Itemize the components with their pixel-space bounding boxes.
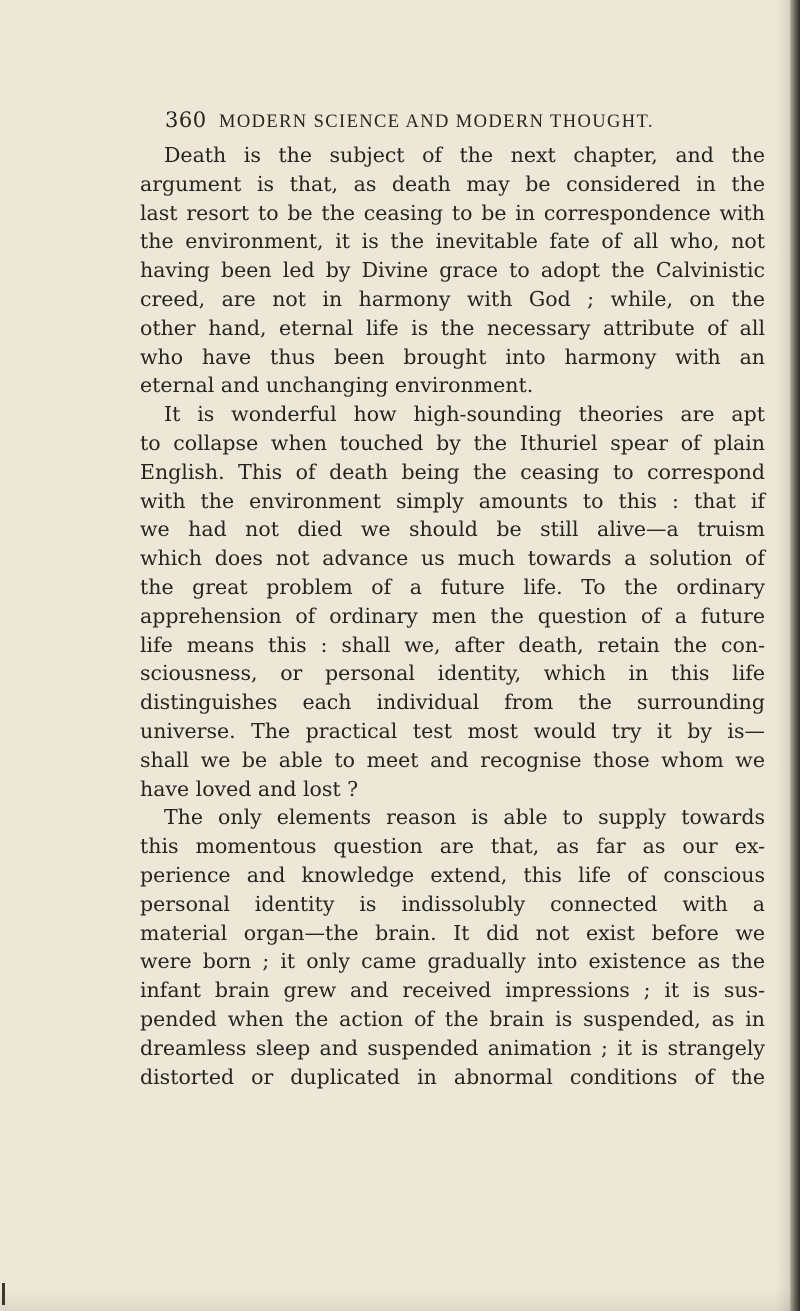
text-line: have loved and lost ? [140,776,359,801]
text-line: It is wonderful how high-sounding theories are apt [164,402,765,427]
text-line: sciousness, or personal identity, which in this life [140,661,765,686]
text-line: which does not advance us much towards a solution of [140,546,765,571]
text-line: Death is the subject of the next chapter, and the [164,143,765,167]
text-line: distorted or duplicated in abnormal conditions of the [140,1064,765,1089]
text-line: The only elements reason is able to supply towards [164,805,765,830]
corner-mark [2,1283,5,1305]
page-header [165,103,725,137]
text-line: life means this : shall we, after death, retain the con- [140,632,765,657]
text-line: the great problem of a future life. To the ordinary [140,574,765,599]
text-line: perience and knowledge extend, this life of conscious [140,862,765,887]
bottom-shadow [0,1289,800,1311]
text-line: were born ; it only came gradually into existence as the [140,949,765,974]
page-number: 360 [165,108,207,132]
text-line: last resort to be the ceasing to be in correspondence with [140,200,765,225]
text-line: creed, are not in harmony with God ; while, on the [140,286,765,311]
text-line: the environment, it is the inevitable fate of all who, not [140,229,765,254]
text-line: universe. The practical test most would try it by is— [140,718,765,743]
text-line: dreamless sleep and suspended animation ; it is strangely [140,1035,765,1060]
text-line: other hand, eternal life is the necessary attribute of all [140,315,765,340]
text-line: pended when the action of the brain is suspended, as in [140,1006,765,1031]
text-line: this momentous question are that, as far as our ex- [140,834,765,859]
text-line: argument is that, as death may be considered in the [140,171,765,196]
text-line: eternal and unchanging environment. [140,373,534,398]
text-line: we had not died we should be still alive—a truism [140,517,765,542]
text-line: material organ—the brain. It did not exist before we [140,920,765,945]
text-line: infant brain grew and received impressions ; it is sus- [140,978,765,1003]
text-line: to collapse when touched by the Ithuriel spear of plain [140,430,765,455]
text-line: distinguishes each individual from the surrounding [140,690,765,715]
page-gutter-shadow [776,0,790,1311]
text-line: personal identity is indissolubly connected with a [140,891,765,916]
body-text [140,141,765,1091]
text-line: having been led by Divine grace to adopt the Calvinistic [140,258,765,283]
text-line: who have thus been brought into harmony with an [140,344,765,369]
text-line: shall we be able to meet and recognise those whom we [140,747,765,772]
text-line: with the environment simply amounts to this : that if [140,488,765,513]
page-edge [790,0,800,1311]
running-head: MODERN SCIENCE AND MODERN THOUGHT. [219,112,654,132]
text-line: apprehension of ordinary men the question of a future [140,603,765,628]
text-line: English. This of death being the ceasing to correspond [140,459,765,484]
